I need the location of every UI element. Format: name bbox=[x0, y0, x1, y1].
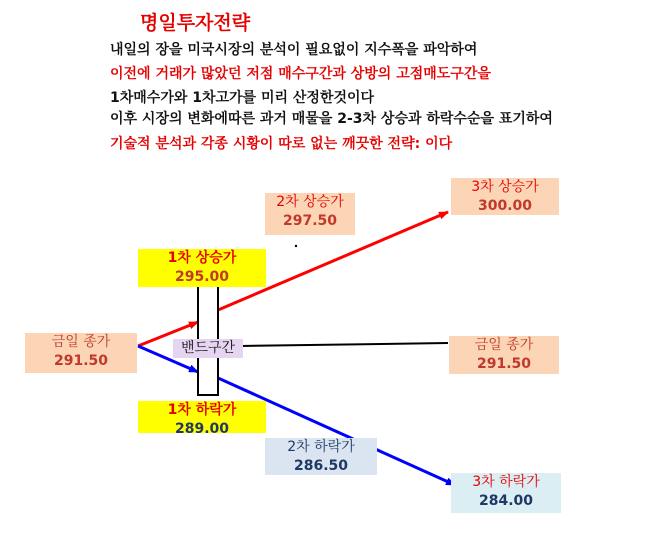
box-up1 bbox=[138, 249, 266, 287]
dot-mark bbox=[295, 245, 297, 247]
box-down2-value: 286.50 bbox=[293, 458, 349, 474]
box-up2 bbox=[265, 193, 355, 235]
box-down1 bbox=[138, 401, 266, 437]
box-down3 bbox=[451, 473, 561, 513]
page-title: 명일투자전략 bbox=[140, 12, 251, 34]
box-down1-value: 289.00 bbox=[174, 421, 230, 437]
intro-line-3: 1차매수가와 1차고가를 미리 산정한것이다 bbox=[110, 90, 375, 106]
intro-line-2: 이전에 거래가 많았던 저점 매수구간과 상방의 고점매도구간을 bbox=[110, 66, 491, 82]
box-down3-label: 3차 하락가 bbox=[472, 474, 540, 490]
box-close-right bbox=[449, 336, 559, 374]
box-down2 bbox=[265, 438, 377, 475]
box-up1-label: 1차 상승가 bbox=[167, 250, 237, 266]
close-line bbox=[240, 343, 448, 346]
box-down2-label: 2차 하락가 bbox=[287, 439, 355, 455]
box-down1-label: 1차 하락가 bbox=[167, 402, 237, 418]
box-close-left bbox=[25, 333, 137, 373]
box-up3 bbox=[451, 178, 559, 215]
box-close-right-value: 291.50 bbox=[476, 356, 532, 372]
box-close-left-value: 291.50 bbox=[53, 353, 109, 369]
box-up3-label: 3차 상승가 bbox=[471, 179, 539, 195]
intro-line-4: 이후 시장의 변화에따른 과거 매물을 2-3차 상승과 하락수순을 표기하여 bbox=[110, 111, 553, 127]
box-up1-value: 295.00 bbox=[174, 269, 230, 285]
intro-line-5: 기술적 분석과 각종 시황이 따로 없는 깨끗한 전략: 이다 bbox=[110, 136, 453, 152]
box-up2-value: 297.50 bbox=[282, 213, 338, 229]
box-close-right-label: 금일 종가 bbox=[474, 337, 534, 353]
box-down3-value: 284.00 bbox=[478, 493, 534, 509]
box-up2-label: 2차 상승가 bbox=[276, 194, 344, 210]
box-close-left-label: 금일 종가 bbox=[51, 334, 111, 350]
band-label: 밴드구간 bbox=[173, 339, 243, 358]
box-up3-value: 300.00 bbox=[477, 198, 533, 214]
intro-line-1: 내일의 장을 미국시장의 분석이 필요없이 지수폭을 파악하여 bbox=[110, 42, 478, 58]
